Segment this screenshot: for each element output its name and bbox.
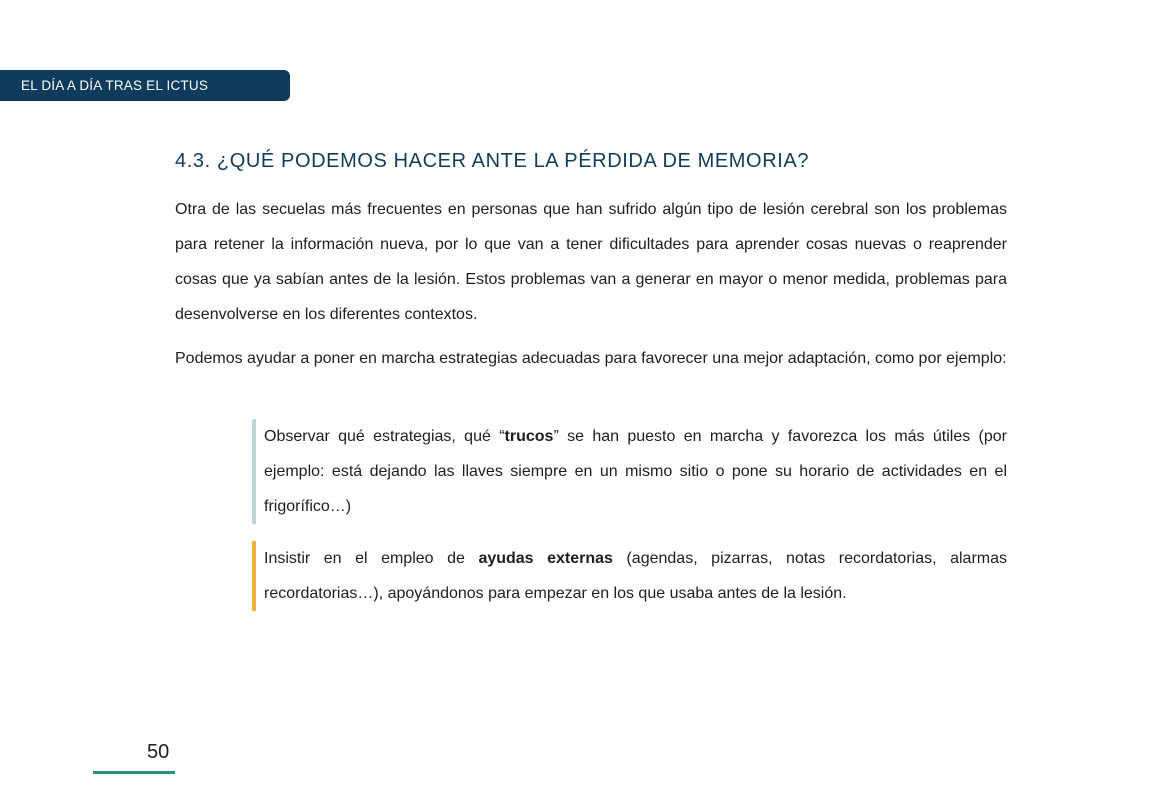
bullet-text-end: ” se han puesto en marcha y favorezca los más útiles (por ejemplo: está dejando las llaves siempre en un mismo sitio o pone su horario de actividades en el frigorífico…) bbox=[264, 428, 1008, 515]
bullet-emphasis: ayudas externas bbox=[478, 550, 613, 567]
bullet-text bbox=[264, 541, 1007, 611]
paragraph-estrategias: Podemos ayudar a poner en marcha estrategias adecuadas para favorecer una mejor adaptación, como por ejemplo: bbox=[175, 350, 1007, 367]
page-number: 50 bbox=[147, 741, 170, 763]
running-header bbox=[0, 70, 290, 101]
paragraph-secuelas: Otra de las secuelas más frecuentes en personas que han sufrido algún tipo de lesión cerebral son los problemas para retener la información nueva, por lo que van a tener dificultades para aprender cosas nuevas o reaprender cosas que ya sabían antes de la lesión. Estos problemas van a generar en mayor o menor medida, problemas para desenvolverse en los diferentes contextos. bbox=[175, 201, 1007, 323]
page-number-rule bbox=[93, 771, 175, 774]
bullet-emphasis: trucos bbox=[504, 428, 554, 445]
running-header-label: EL DÍA A DÍA TRAS EL ICTUS bbox=[21, 78, 209, 93]
bullet-text bbox=[264, 419, 1007, 524]
bullet-text-start: Observar qué estrategias, qué “ bbox=[264, 428, 505, 445]
bullet-text-end: (agendas, pizarras, notas recordatorias, alarmas recordatorias…), apoyándonos para empezar en los que usaba antes de la lesión. bbox=[264, 550, 1008, 602]
bullet-ayudas-externas bbox=[252, 541, 1007, 611]
bullet-trucos bbox=[252, 419, 1007, 524]
section-title: 4.3. ¿QUÉ PODEMOS HACER ANTE LA PÉRDIDA DE MEMORIA? bbox=[175, 150, 810, 172]
bullet-text-start: Insistir en el empleo de bbox=[264, 550, 479, 567]
